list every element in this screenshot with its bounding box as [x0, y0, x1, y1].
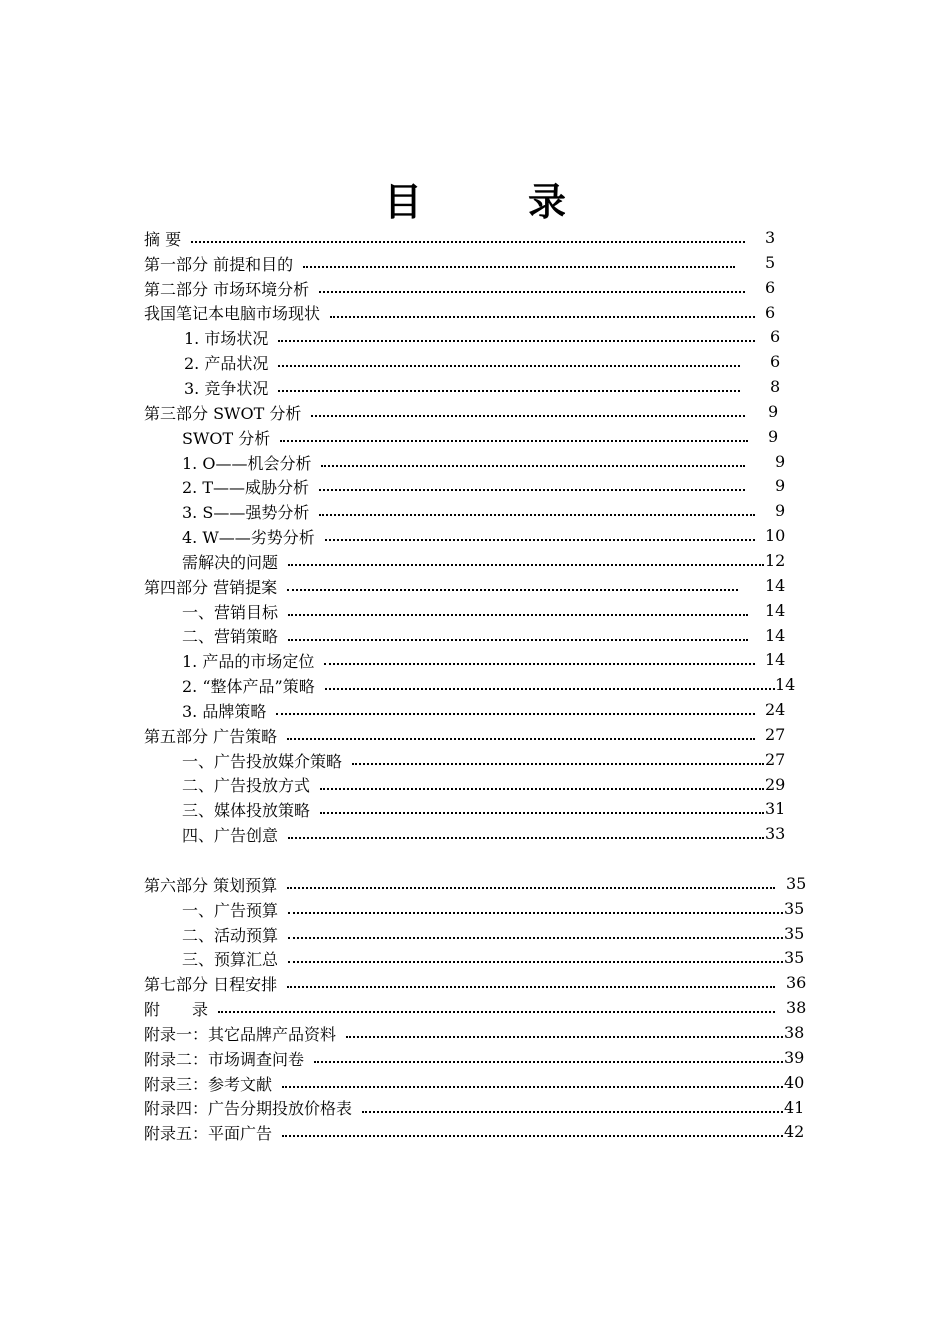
toc-entry-label: 第五部分 广告策略	[144, 726, 278, 746]
toc-leader-dots	[320, 812, 764, 814]
toc-entry[interactable]	[144, 996, 844, 1021]
toc-leader-dots	[362, 1111, 783, 1113]
toc-page-number: 35	[784, 948, 805, 968]
toc-page-number: 6	[765, 302, 776, 322]
toc-entry[interactable]	[144, 301, 844, 326]
toc-entry[interactable]	[144, 474, 844, 499]
toc-page-number: 24	[765, 700, 786, 720]
toc-leader-dots	[278, 365, 740, 367]
toc-leader-dots	[282, 1135, 783, 1137]
toc-leader-dots	[288, 639, 748, 641]
toc-entry-label: 二、营销策略	[182, 627, 279, 647]
toc-page-number: 14	[765, 575, 786, 595]
toc-page-number: 42	[784, 1122, 805, 1142]
toc-entry-label: 附 录	[144, 1000, 209, 1020]
toc-leader-dots	[352, 763, 764, 765]
table-of-contents	[144, 226, 844, 1145]
toc-leader-dots	[324, 663, 755, 665]
toc-page-number: 33	[765, 824, 786, 844]
toc-spacer	[144, 847, 844, 872]
toc-entry[interactable]	[144, 971, 844, 996]
toc-entry[interactable]	[144, 1046, 844, 1071]
toc-entry[interactable]	[144, 549, 844, 574]
toc-entry-label: 第一部分 前提和目的	[144, 254, 294, 274]
toc-page-number: 9	[775, 476, 786, 496]
toc-page-number: 29	[765, 774, 786, 794]
toc-page-number: 6	[770, 327, 781, 347]
toc-entry[interactable]	[144, 624, 844, 649]
toc-entry[interactable]	[144, 375, 844, 400]
toc-entry-label: 1. 市场状况	[184, 329, 269, 349]
toc-page-number: 5	[765, 252, 776, 272]
toc-entry-label: SWOT 分析	[182, 428, 271, 448]
toc-page-number: 9	[775, 451, 786, 471]
toc-entry[interactable]	[144, 1120, 844, 1145]
toc-page-number: 35	[784, 898, 805, 918]
toc-page-number: 6	[770, 352, 781, 372]
toc-page-number: 36	[786, 973, 807, 993]
toc-leader-dots	[288, 961, 783, 963]
toc-entry[interactable]	[144, 648, 844, 673]
toc-leader-dots	[282, 1086, 783, 1088]
toc-leader-dots	[288, 912, 783, 914]
toc-page-number: 14	[765, 625, 786, 645]
toc-page-number: 27	[765, 724, 786, 744]
toc-page-number: 8	[770, 377, 781, 397]
toc-leader-dots	[325, 688, 775, 690]
toc-leader-dots	[287, 738, 755, 740]
toc-leader-dots	[288, 937, 783, 939]
toc-leader-dots	[314, 1061, 783, 1063]
toc-page-number: 12	[765, 550, 786, 570]
toc-entry-label: 2. 产品状况	[184, 354, 269, 374]
toc-entry[interactable]	[144, 450, 844, 475]
toc-page-number: 39	[784, 1047, 805, 1067]
toc-entry[interactable]	[144, 946, 844, 971]
toc-entry[interactable]	[144, 400, 844, 425]
toc-entry-label: 一、营销目标	[182, 602, 279, 622]
page-title: 目 录	[383, 180, 600, 224]
toc-entry[interactable]	[144, 748, 844, 773]
toc-page-number: 9	[768, 426, 779, 446]
toc-entry-label: 一、广告预算	[182, 900, 279, 920]
toc-entry[interactable]	[144, 599, 844, 624]
toc-entry[interactable]	[144, 723, 844, 748]
toc-entry-label: 附录一：其它品牌产品资料	[144, 1024, 337, 1044]
toc-leader-dots	[288, 564, 764, 566]
toc-leader-dots	[287, 589, 738, 591]
toc-page-number: 41	[784, 1097, 805, 1117]
toc-leader-dots	[287, 887, 775, 889]
toc-entry-label: 三、预算汇总	[182, 950, 279, 970]
toc-entry-label: 需解决的问题	[182, 552, 279, 572]
toc-entry-label: 3. 竞争状况	[184, 378, 269, 398]
toc-page-number: 10	[765, 526, 786, 546]
toc-entry-label: 我国笔记本电脑市场现状	[144, 304, 321, 324]
toc-entry[interactable]	[144, 922, 844, 947]
toc-leader-dots	[320, 788, 764, 790]
toc-entry-label: 第六部分 策划预算	[144, 875, 278, 895]
toc-page-number: 31	[765, 799, 786, 819]
toc-entry[interactable]	[144, 1096, 844, 1121]
toc-entry[interactable]	[144, 425, 844, 450]
toc-leader-dots	[325, 539, 755, 541]
toc-leader-dots	[191, 241, 745, 243]
toc-entry-label: 四、广告创意	[182, 826, 279, 846]
toc-entry[interactable]	[144, 350, 844, 375]
toc-page-number: 6	[765, 277, 776, 297]
toc-leader-dots	[278, 340, 755, 342]
toc-entry[interactable]	[144, 872, 844, 897]
toc-entry[interactable]	[144, 325, 844, 350]
toc-entry-label: 附录五：平面广告	[144, 1124, 273, 1144]
toc-entry[interactable]	[144, 673, 844, 698]
toc-entry[interactable]	[144, 1071, 844, 1096]
toc-leader-dots	[330, 316, 755, 318]
toc-entry[interactable]	[144, 251, 844, 276]
toc-entry-label: 3. S——强势分析	[182, 503, 310, 523]
toc-page-number: 9	[768, 401, 779, 421]
toc-page-number: 35	[786, 873, 807, 893]
toc-leader-dots	[288, 837, 764, 839]
toc-entry-label: 1. 产品的市场定位	[182, 652, 315, 672]
toc-entry-label: 第四部分 营销提案	[144, 577, 278, 597]
toc-page-number: 38	[784, 1023, 805, 1042]
toc-entry-label: 二、广告投放方式	[182, 776, 311, 796]
toc-entry-label: 第三部分 SWOT 分析	[144, 403, 302, 423]
toc-page-number: 14	[765, 600, 786, 620]
toc-page-number: 14	[775, 675, 796, 695]
toc-entry[interactable]	[144, 499, 844, 524]
toc-entry-label: 三、媒体投放策略	[182, 801, 311, 821]
toc-entry[interactable]	[144, 698, 844, 723]
toc-leader-dots	[319, 291, 745, 293]
toc-entry[interactable]	[144, 574, 844, 599]
toc-page-number: 40	[784, 1072, 805, 1092]
toc-leader-dots	[287, 986, 775, 988]
toc-leader-dots	[311, 415, 745, 417]
toc-entry-label: 一、广告投放媒介策略	[182, 751, 343, 771]
toc-entry-label: 附录三：参考文献	[144, 1074, 273, 1094]
toc-entry-label: 附录二：市场调查问卷	[144, 1049, 305, 1069]
toc-entry[interactable]	[144, 226, 844, 251]
toc-entry-label: 第七部分 日程安排	[144, 975, 278, 995]
toc-page-number: 14	[765, 650, 786, 670]
toc-leader-dots	[276, 713, 755, 715]
toc-entry-label: 2. “整体产品”策略	[182, 677, 315, 697]
toc-entry-label: 摘 要	[144, 229, 182, 249]
toc-entry-label: 1. O——机会分析	[182, 453, 312, 473]
toc-entry[interactable]	[144, 1021, 844, 1046]
toc-leader-dots	[321, 465, 745, 467]
toc-entry-label: 二、活动预算	[182, 925, 279, 945]
toc-entry[interactable]	[144, 822, 844, 847]
toc-leader-dots	[280, 440, 748, 442]
toc-leader-dots	[319, 514, 755, 516]
toc-entry-label: 第二部分 市场环境分析	[144, 279, 310, 299]
toc-entry-label: 3. 品牌策略	[182, 701, 267, 721]
toc-leader-dots	[278, 390, 740, 392]
toc-page-number: 3	[765, 228, 776, 247]
toc-page-number: 35	[784, 923, 805, 943]
toc-entry[interactable]	[144, 773, 844, 798]
toc-leader-dots	[303, 266, 735, 268]
toc-entry-label: 2. T——威胁分析	[182, 478, 310, 498]
toc-page-number: 38	[786, 998, 807, 1018]
toc-leader-dots	[319, 489, 745, 491]
toc-leader-dots	[288, 614, 748, 616]
toc-entry-label: 4. W——劣势分析	[182, 528, 315, 548]
toc-leader-dots	[346, 1036, 783, 1038]
toc-page-number: 27	[765, 749, 786, 769]
toc-leader-dots	[218, 1011, 775, 1013]
toc-entry-label: 附录四：广告分期投放价格表	[144, 1099, 353, 1119]
toc-entry[interactable]	[144, 797, 844, 822]
toc-entry[interactable]	[144, 524, 844, 549]
toc-entry[interactable]	[144, 897, 844, 922]
toc-page-number: 9	[775, 501, 786, 521]
toc-entry[interactable]	[144, 276, 844, 301]
